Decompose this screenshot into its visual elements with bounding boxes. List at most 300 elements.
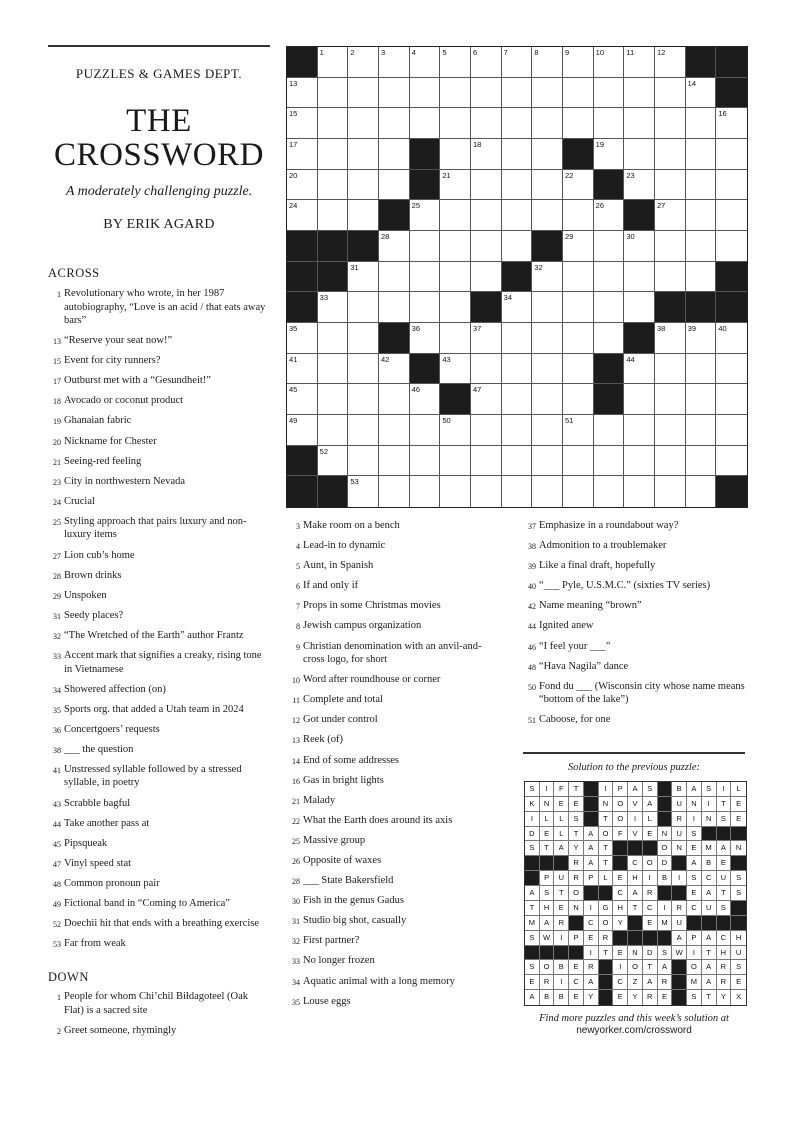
grid-cell[interactable] <box>410 476 441 507</box>
across-clue-24 <box>48 495 270 509</box>
clue-text: Christian denomination with an anvil-and-cross logo, for short <box>303 640 482 666</box>
grid-cell[interactable] <box>348 323 379 354</box>
grid-cell[interactable] <box>348 262 379 293</box>
grid-block <box>686 47 717 78</box>
grid-cell[interactable] <box>348 170 379 201</box>
solution-cell: T <box>702 990 717 1005</box>
grid-cell[interactable] <box>410 323 441 354</box>
grid-cell[interactable] <box>655 384 686 415</box>
grid-cell[interactable] <box>624 292 655 323</box>
solution-cell: S <box>687 871 702 886</box>
solution-cell: I <box>540 782 555 797</box>
grid-cell[interactable] <box>532 170 563 201</box>
grid-cell[interactable] <box>686 415 717 446</box>
grid-cell[interactable] <box>655 354 686 385</box>
grid-cell[interactable] <box>440 139 471 170</box>
clue-text: Take another pass at <box>64 817 150 829</box>
grid-cell[interactable] <box>379 139 410 170</box>
solution-cell: B <box>540 990 555 1005</box>
grid-cell[interactable] <box>655 231 686 262</box>
grid-cell[interactable] <box>716 384 747 415</box>
solution-cell: D <box>658 856 673 871</box>
grid-cell[interactable] <box>686 262 717 293</box>
grid-cell[interactable] <box>287 78 318 109</box>
grid-cell[interactable] <box>655 323 686 354</box>
solution-block <box>569 916 584 931</box>
grid-cell[interactable] <box>624 476 655 507</box>
solution-cell: I <box>613 960 628 975</box>
solution-cell: T <box>643 960 658 975</box>
grid-cell[interactable] <box>655 446 686 477</box>
grid-cell[interactable] <box>594 292 625 323</box>
grid-cell[interactable] <box>563 476 594 507</box>
grid-cell[interactable] <box>471 354 502 385</box>
solution-cell: I <box>658 901 673 916</box>
grid-cell[interactable] <box>686 323 717 354</box>
grid-cell[interactable] <box>716 139 747 170</box>
solution-cell: U <box>731 946 746 961</box>
grid-cell[interactable] <box>716 200 747 231</box>
grid-cell[interactable] <box>318 170 349 201</box>
grid-cell[interactable] <box>379 47 410 78</box>
grid-cell[interactable] <box>594 200 625 231</box>
across-clue-13 <box>48 334 270 348</box>
grid-cell[interactable] <box>624 139 655 170</box>
grid-cell[interactable] <box>563 262 594 293</box>
grid-cell[interactable] <box>471 415 502 446</box>
clue-text: People for whom Chi’chil Biłdagoteel (Oak Flat) is a sacred site <box>64 991 249 1016</box>
solution-cell: E <box>731 812 746 827</box>
grid-cell[interactable] <box>502 139 533 170</box>
grid-cell[interactable] <box>716 415 747 446</box>
grid-cell[interactable] <box>287 200 318 231</box>
grid-cell[interactable] <box>410 415 441 446</box>
cell-number: 17 <box>289 140 298 149</box>
grid-cell[interactable] <box>716 170 747 201</box>
crossword-grid <box>286 46 748 508</box>
clue-number: 40 <box>528 582 536 592</box>
solution-cell: I <box>584 901 599 916</box>
grid-cell[interactable] <box>287 415 318 446</box>
grid-cell[interactable] <box>348 384 379 415</box>
solution-cell: S <box>687 827 702 842</box>
grid-cell[interactable] <box>563 446 594 477</box>
grid-cell[interactable] <box>440 170 471 201</box>
grid-cell[interactable] <box>532 108 563 139</box>
grid-cell[interactable] <box>502 200 533 231</box>
grid-block <box>287 446 318 477</box>
grid-cell[interactable] <box>348 354 379 385</box>
solution-cell: I <box>628 812 643 827</box>
grid-cell[interactable] <box>594 139 625 170</box>
across-clue-35 <box>48 703 270 717</box>
find-more-text: Find more puzzles and this week’s solution at <box>539 1013 729 1024</box>
solution-cell: E <box>540 827 555 842</box>
solution-cell: R <box>658 975 673 990</box>
solution-cell: A <box>584 975 599 990</box>
grid-cell[interactable] <box>440 108 471 139</box>
grid-cell[interactable] <box>502 47 533 78</box>
grid-cell[interactable] <box>686 200 717 231</box>
grid-cell[interactable] <box>502 231 533 262</box>
grid-cell[interactable] <box>594 262 625 293</box>
grid-cell[interactable] <box>379 231 410 262</box>
solution-cell: O <box>658 841 673 856</box>
across-clue-45 <box>48 837 270 851</box>
grid-cell[interactable] <box>471 200 502 231</box>
grid-cell[interactable] <box>440 476 471 507</box>
solution-block <box>584 812 599 827</box>
solution-cell: F <box>613 827 628 842</box>
grid-cell[interactable] <box>624 231 655 262</box>
grid-cell[interactable] <box>624 446 655 477</box>
grid-cell[interactable] <box>287 139 318 170</box>
solution-cell: A <box>702 960 717 975</box>
clue-text: Showered affection (on) <box>64 683 166 695</box>
down-clue-26 <box>287 854 499 868</box>
solution-cell: O <box>569 886 584 901</box>
grid-cell[interactable] <box>502 415 533 446</box>
grid-cell[interactable] <box>348 139 379 170</box>
grid-cell[interactable] <box>563 108 594 139</box>
grid-cell[interactable] <box>655 262 686 293</box>
grid-cell[interactable] <box>379 384 410 415</box>
grid-cell[interactable] <box>532 200 563 231</box>
grid-cell[interactable] <box>348 476 379 507</box>
grid-cell[interactable] <box>532 292 563 323</box>
solution-cell: C <box>569 975 584 990</box>
cell-number: 25 <box>411 201 420 211</box>
grid-cell[interactable] <box>716 354 747 385</box>
grid-cell[interactable] <box>287 384 318 415</box>
grid-cell[interactable] <box>624 170 655 201</box>
solution-cell: C <box>702 871 717 886</box>
down-heading: DOWN <box>48 970 89 984</box>
across-clue-18 <box>48 394 270 408</box>
grid-cell[interactable] <box>502 476 533 507</box>
grid-cell[interactable] <box>594 231 625 262</box>
grid-cell[interactable] <box>440 354 471 385</box>
grid-cell[interactable] <box>686 108 717 139</box>
grid-cell[interactable] <box>563 292 594 323</box>
grid-cell[interactable] <box>532 47 563 78</box>
grid-cell[interactable] <box>502 78 533 109</box>
down-clue-12 <box>287 713 499 727</box>
grid-cell[interactable] <box>410 231 441 262</box>
grid-cell[interactable] <box>318 108 349 139</box>
solution-cell: A <box>658 960 673 975</box>
grid-cell[interactable] <box>655 108 686 139</box>
grid-cell[interactable] <box>686 476 717 507</box>
grid-cell[interactable] <box>502 354 533 385</box>
department-label: PUZZLES & GAMES DEPT. <box>75 66 243 81</box>
solution-cell: I <box>554 931 569 946</box>
clue-number: 1 <box>57 993 61 1002</box>
solution-cell: I <box>687 812 702 827</box>
grid-cell[interactable] <box>379 446 410 477</box>
grid-cell[interactable] <box>686 384 717 415</box>
grid-block <box>318 231 349 262</box>
grid-cell[interactable] <box>318 323 349 354</box>
solution-block <box>687 916 702 931</box>
grid-cell[interactable] <box>716 231 747 262</box>
across-clue-49 <box>48 897 270 911</box>
grid-cell[interactable] <box>624 415 655 446</box>
grid-cell[interactable] <box>348 47 379 78</box>
grid-cell[interactable] <box>410 262 441 293</box>
cell-number: 23 <box>626 170 635 180</box>
grid-cell[interactable] <box>532 262 563 293</box>
grid-cell[interactable] <box>655 476 686 507</box>
grid-cell[interactable] <box>502 170 533 201</box>
grid-cell[interactable] <box>379 78 410 109</box>
solution-cell: N <box>731 841 746 856</box>
grid-cell[interactable] <box>471 108 502 139</box>
grid-cell[interactable] <box>471 384 502 415</box>
grid-cell[interactable] <box>410 200 441 231</box>
solution-cell: E <box>613 946 628 961</box>
grid-cell[interactable] <box>348 446 379 477</box>
grid-cell[interactable] <box>471 170 502 201</box>
grid-cell[interactable] <box>532 78 563 109</box>
grid-cell[interactable] <box>502 446 533 477</box>
clue-number: 18 <box>53 397 61 407</box>
crossword-link[interactable]: newyorker.com/crossword <box>576 1025 692 1036</box>
grid-cell[interactable] <box>379 292 410 323</box>
grid-cell[interactable] <box>440 200 471 231</box>
down-clue-21 <box>287 794 499 808</box>
solution-cell: N <box>569 901 584 916</box>
grid-cell[interactable] <box>532 476 563 507</box>
grid-cell[interactable] <box>563 200 594 231</box>
solution-cell: E <box>613 990 628 1005</box>
grid-cell[interactable] <box>563 323 594 354</box>
grid-cell[interactable] <box>502 384 533 415</box>
grid-cell[interactable] <box>471 47 502 78</box>
grid-cell[interactable] <box>624 108 655 139</box>
clue-text: Admonition to a troublemaker <box>539 540 667 552</box>
grid-cell[interactable] <box>594 415 625 446</box>
grid-cell[interactable] <box>532 446 563 477</box>
grid-cell[interactable] <box>471 78 502 109</box>
solution-cell: L <box>599 871 614 886</box>
grid-cell[interactable] <box>624 262 655 293</box>
grid-cell[interactable] <box>686 446 717 477</box>
solution-cell: B <box>672 782 687 797</box>
grid-block <box>655 292 686 323</box>
grid-block <box>348 231 379 262</box>
grid-cell[interactable] <box>594 476 625 507</box>
grid-cell[interactable] <box>287 354 318 385</box>
grid-cell[interactable] <box>348 292 379 323</box>
solution-cell: A <box>554 841 569 856</box>
grid-block <box>318 476 349 507</box>
down-clue-42 <box>523 599 745 613</box>
grid-cell[interactable] <box>624 354 655 385</box>
solution-cell: E <box>717 856 732 871</box>
grid-cell[interactable] <box>410 446 441 477</box>
grid-cell[interactable] <box>440 446 471 477</box>
grid-cell[interactable] <box>318 384 349 415</box>
solution-cell: U <box>672 827 687 842</box>
grid-cell[interactable] <box>287 323 318 354</box>
grid-cell[interactable] <box>655 47 686 78</box>
grid-cell[interactable] <box>379 108 410 139</box>
grid-cell[interactable] <box>471 446 502 477</box>
solution-cell: B <box>554 990 569 1005</box>
grid-cell[interactable] <box>379 354 410 385</box>
grid-cell[interactable] <box>594 323 625 354</box>
grid-cell[interactable] <box>410 108 441 139</box>
grid-cell[interactable] <box>594 108 625 139</box>
grid-cell[interactable] <box>502 292 533 323</box>
grid-cell[interactable] <box>348 200 379 231</box>
solution-cell: A <box>628 782 643 797</box>
clue-number: 12 <box>292 716 300 726</box>
grid-cell[interactable] <box>287 170 318 201</box>
cell-number: 11 <box>626 48 635 57</box>
grid-cell[interactable] <box>655 139 686 170</box>
grid-cell[interactable] <box>379 170 410 201</box>
grid-cell[interactable] <box>318 292 349 323</box>
grid-cell[interactable] <box>624 384 655 415</box>
grid-cell[interactable] <box>410 47 441 78</box>
grid-cell[interactable] <box>532 415 563 446</box>
solution-block <box>672 856 687 871</box>
grid-cell[interactable] <box>440 292 471 323</box>
grid-cell[interactable] <box>563 415 594 446</box>
grid-cell[interactable] <box>471 476 502 507</box>
grid-cell[interactable] <box>686 354 717 385</box>
grid-cell[interactable] <box>348 108 379 139</box>
solution-block <box>525 946 540 961</box>
clue-text: If and only if <box>303 580 359 592</box>
grid-cell[interactable] <box>502 108 533 139</box>
grid-cell[interactable] <box>532 323 563 354</box>
grid-cell[interactable] <box>379 476 410 507</box>
solution-cell: R <box>717 960 732 975</box>
solution-cell: E <box>687 841 702 856</box>
clue-text: “The Wretched of the Earth” author Frantz <box>64 629 244 641</box>
clue-text: Fond du ___ (Wisconsin city whose name means “bottom of the lake”) <box>539 680 745 706</box>
grid-cell[interactable] <box>686 170 717 201</box>
solution-cell: H <box>717 946 732 961</box>
grid-cell[interactable] <box>440 415 471 446</box>
grid-cell[interactable] <box>471 262 502 293</box>
grid-cell[interactable] <box>563 354 594 385</box>
grid-cell[interactable] <box>686 78 717 109</box>
grid-cell[interactable] <box>655 415 686 446</box>
solution-cell: O <box>687 960 702 975</box>
grid-cell[interactable] <box>471 231 502 262</box>
grid-cell[interactable] <box>563 170 594 201</box>
clue-number: 21 <box>53 457 61 467</box>
grid-cell[interactable] <box>502 323 533 354</box>
grid-cell[interactable] <box>348 415 379 446</box>
grid-cell[interactable] <box>594 78 625 109</box>
grid-block <box>532 231 563 262</box>
solution-cell: L <box>643 812 658 827</box>
grid-cell[interactable] <box>624 78 655 109</box>
grid-cell[interactable] <box>410 384 441 415</box>
grid-cell[interactable] <box>318 139 349 170</box>
grid-cell[interactable] <box>318 47 349 78</box>
grid-cell[interactable] <box>318 200 349 231</box>
solution-cell: Z <box>628 975 643 990</box>
solution-cell: S <box>731 886 746 901</box>
grid-cell[interactable] <box>440 262 471 293</box>
down-clue-22 <box>287 814 499 828</box>
clue-text: Concertgoers’ requests <box>64 723 160 735</box>
down-clue-5 <box>287 559 499 573</box>
grid-cell[interactable] <box>594 446 625 477</box>
grid-cell[interactable] <box>686 139 717 170</box>
grid-cell[interactable] <box>379 415 410 446</box>
grid-cell[interactable] <box>655 170 686 201</box>
solution-cell: Y <box>613 916 628 931</box>
grid-cell[interactable] <box>716 323 747 354</box>
solution-cell: E <box>658 990 673 1005</box>
grid-cell[interactable] <box>563 384 594 415</box>
grid-cell[interactable] <box>287 108 318 139</box>
grid-cell[interactable] <box>563 78 594 109</box>
solution-block <box>672 990 687 1005</box>
cell-number: 50 <box>442 416 451 425</box>
grid-cell[interactable] <box>440 47 471 78</box>
grid-cell[interactable] <box>410 78 441 109</box>
solution-block <box>702 916 717 931</box>
grid-cell[interactable] <box>563 231 594 262</box>
grid-cell[interactable] <box>440 78 471 109</box>
solution-cell: S <box>658 946 673 961</box>
clue-number: 45 <box>53 839 61 849</box>
grid-cell[interactable] <box>440 323 471 354</box>
grid-cell[interactable] <box>563 47 594 78</box>
page-title-line2: CROSSWORD <box>54 137 264 173</box>
grid-cell[interactable] <box>318 415 349 446</box>
across-clue-19 <box>48 414 270 428</box>
grid-cell[interactable] <box>348 78 379 109</box>
grid-cell[interactable] <box>318 446 349 477</box>
solution-block <box>540 946 555 961</box>
grid-cell[interactable] <box>410 292 441 323</box>
grid-cell[interactable] <box>655 200 686 231</box>
grid-cell[interactable] <box>686 231 717 262</box>
solution-block <box>731 916 746 931</box>
across-clue-44 <box>48 817 270 831</box>
solution-cell: R <box>584 960 599 975</box>
grid-cell[interactable] <box>379 262 410 293</box>
solution-cell: U <box>702 901 717 916</box>
solution-block <box>569 946 584 961</box>
grid-cell[interactable] <box>440 231 471 262</box>
grid-cell[interactable] <box>716 446 747 477</box>
grid-cell[interactable] <box>532 384 563 415</box>
grid-cell[interactable] <box>318 78 349 109</box>
across-clue-21 <box>48 455 270 469</box>
grid-cell[interactable] <box>532 354 563 385</box>
grid-cell[interactable] <box>594 47 625 78</box>
grid-cell[interactable] <box>655 78 686 109</box>
down-clue-33 <box>287 954 499 968</box>
grid-cell[interactable] <box>471 139 502 170</box>
solution-block <box>584 797 599 812</box>
grid-cell[interactable] <box>532 139 563 170</box>
grid-cell[interactable] <box>471 323 502 354</box>
grid-cell[interactable] <box>716 108 747 139</box>
grid-cell[interactable] <box>318 354 349 385</box>
grid-cell[interactable] <box>624 47 655 78</box>
